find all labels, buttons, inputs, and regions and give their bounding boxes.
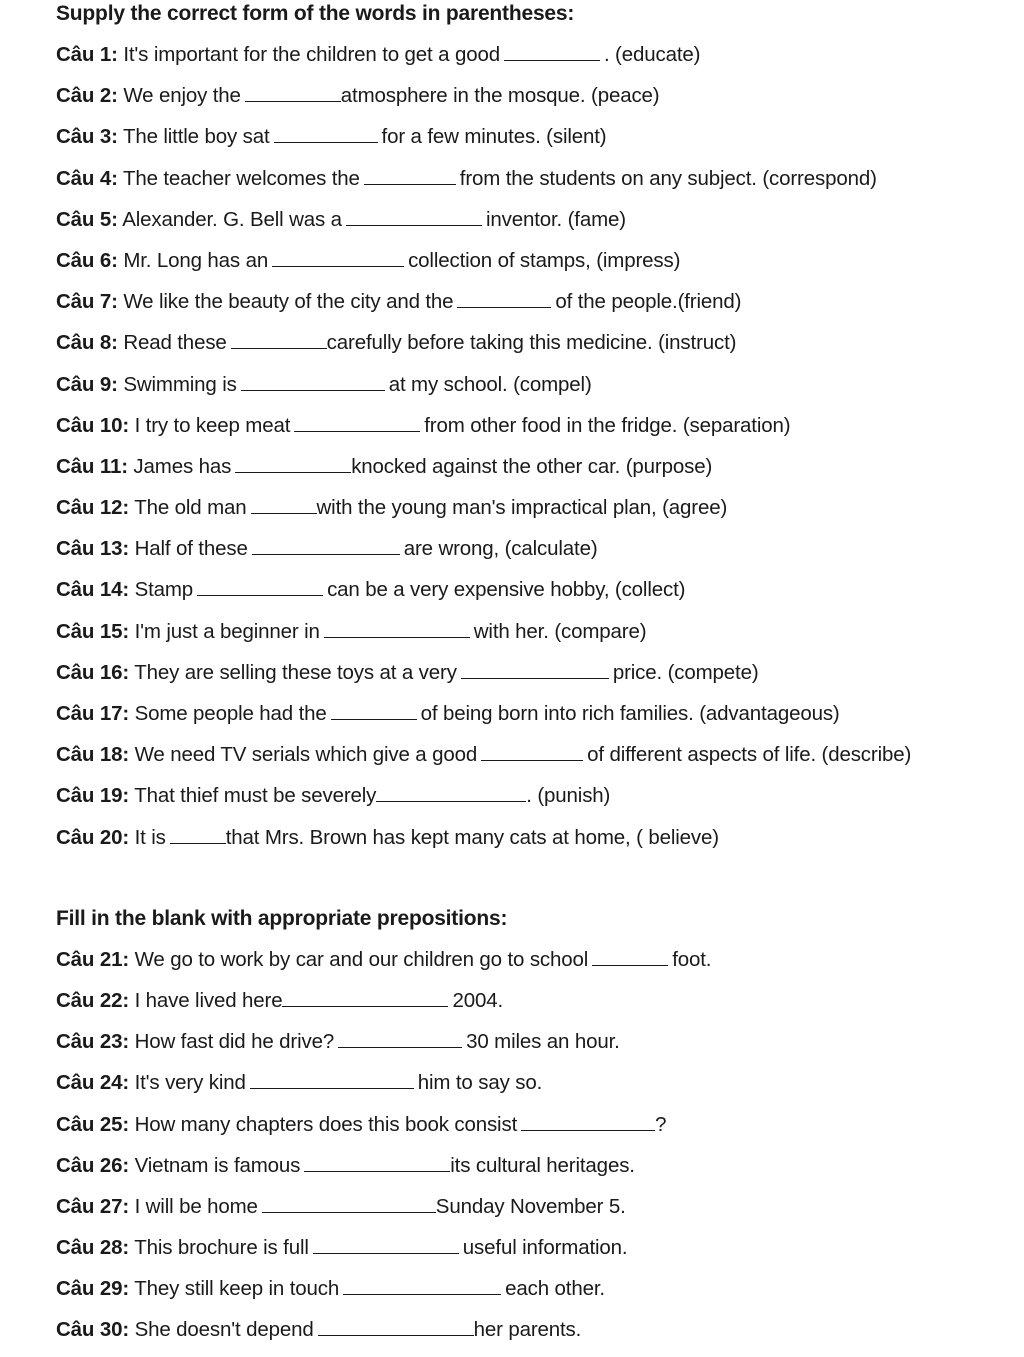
question-text-before: That thief must be severely	[134, 784, 377, 808]
question-label: Câu 23:	[56, 1030, 130, 1054]
question-19	[56, 781, 1016, 822]
question-label: Câu 11:	[56, 454, 128, 478]
question-5	[56, 205, 1016, 246]
question-label: Câu 2:	[56, 84, 118, 108]
question-text-before: Some people had the	[134, 702, 327, 725]
answer-blank[interactable]	[241, 370, 385, 391]
question-label: Câu 28:	[56, 1236, 130, 1260]
question-text-before: We enjoy the	[123, 84, 241, 108]
answer-blank[interactable]	[170, 823, 226, 844]
question-text-before: I will be home	[134, 1194, 258, 1218]
question-text-after: foot.	[672, 947, 712, 971]
question-text-after: are wrong, (calculate)	[403, 537, 598, 561]
question-text-before: We like the beauty of the city and the	[123, 290, 454, 314]
question-16	[56, 658, 1016, 699]
question-label: Câu 6:	[56, 248, 118, 272]
question-25	[56, 1110, 1016, 1151]
question-9	[56, 370, 1016, 411]
question-20	[56, 823, 1016, 864]
question-text-before: Half of these	[134, 537, 248, 561]
question-1	[56, 40, 1016, 81]
section-1-heading: Supply the correct form of the words in parentheses:	[56, 2, 575, 25]
answer-blank[interactable]	[504, 40, 600, 61]
question-26	[56, 1151, 1016, 1192]
question-text-after: 30 miles an hour.	[466, 1030, 620, 1054]
question-label: Câu 14:	[56, 578, 130, 602]
question-text-after: inventor. (fame)	[485, 207, 626, 231]
question-28	[56, 1233, 1016, 1274]
question-label: Câu 18:	[56, 743, 130, 767]
question-text-after: from other food in the fridge. (separation)	[424, 413, 791, 437]
question-label: Câu 8:	[56, 331, 118, 355]
question-text-before: Swimming is	[123, 372, 237, 396]
question-text-after: price. (compete)	[612, 660, 759, 684]
question-label: Câu 17:	[56, 702, 130, 725]
question-29	[56, 1274, 1016, 1315]
answer-blank[interactable]	[262, 1192, 436, 1213]
question-text-after: can be a very expensive hobby, (collect)	[327, 578, 686, 602]
question-label: Câu 12:	[56, 496, 130, 520]
question-text-after: Sunday November 5.	[435, 1194, 626, 1218]
question-text-after: that Mrs. Brown has kept many cats at home, ( believe)	[225, 825, 719, 849]
question-2	[56, 81, 1016, 122]
question-text-before: It is	[134, 825, 166, 849]
question-text-before: We need TV serials which give a good	[134, 743, 478, 767]
question-17	[56, 699, 1016, 740]
question-text-after: him to say so.	[417, 1071, 543, 1095]
question-text-before: It's important for the children to get a good	[123, 43, 500, 66]
question-label: Câu 25:	[56, 1112, 130, 1136]
question-text-before: James has	[133, 454, 232, 478]
question-label: Câu 30:	[56, 1318, 130, 1342]
answer-blank[interactable]	[231, 328, 327, 349]
question-11	[56, 452, 1016, 493]
answer-blank[interactable]	[343, 1274, 501, 1295]
answer-blank[interactable]	[376, 781, 526, 802]
question-text-after: collection of stamps, (impress)	[408, 248, 681, 272]
question-text-after: her parents.	[473, 1318, 582, 1342]
question-text-after: . (punish)	[526, 784, 611, 808]
question-text-before: Stamp	[134, 578, 194, 602]
question-label: Câu 7:	[56, 290, 118, 314]
question-label: Câu 29:	[56, 1277, 130, 1301]
question-text-after: of being born into rich families. (advantageous)	[420, 702, 840, 725]
question-text-before: Read these	[123, 331, 227, 355]
answer-blank[interactable]	[318, 1315, 474, 1336]
question-text-before: They are selling these toys at a very	[134, 660, 457, 684]
answer-blank[interactable]	[521, 1110, 655, 1131]
question-12	[56, 493, 1016, 534]
answer-blank[interactable]	[457, 287, 551, 308]
question-text-before: We go to work by car and our children go to school	[134, 947, 589, 971]
question-14	[56, 575, 1016, 616]
question-8	[56, 328, 1016, 369]
question-label: Câu 13:	[56, 537, 130, 561]
question-text-before: It's very kind	[134, 1071, 246, 1095]
answer-blank[interactable]	[197, 575, 323, 596]
question-label: Câu 22:	[56, 988, 130, 1012]
question-label: Câu 9:	[56, 372, 118, 396]
question-label: Câu 10:	[56, 413, 130, 437]
answer-blank[interactable]	[313, 1233, 459, 1254]
answer-blank[interactable]	[461, 658, 609, 679]
question-text-after: of different aspects of life. (describe)	[587, 743, 912, 767]
question-text-after: knocked against the other car. (purpose)	[351, 454, 713, 478]
answer-blank[interactable]	[592, 945, 668, 966]
question-text-before: I try to keep meat	[134, 413, 291, 437]
question-text-after: ?	[655, 1112, 667, 1136]
question-label: Câu 21:	[56, 947, 130, 971]
question-label: Câu 16:	[56, 660, 130, 684]
question-text-after: useful information.	[462, 1236, 628, 1260]
question-text-after: from the students on any subject. (correspond)	[459, 166, 877, 190]
question-24	[56, 1068, 1016, 1109]
question-text-after: each other.	[505, 1277, 605, 1301]
question-21	[56, 945, 1016, 986]
answer-blank[interactable]	[331, 699, 417, 720]
question-text-before: Mr. Long has an	[123, 248, 269, 272]
question-text-before: She doesn't depend	[134, 1318, 314, 1342]
question-22	[56, 986, 1016, 1027]
question-text-before: The old man	[134, 496, 247, 520]
question-label: Câu 4:	[56, 166, 118, 190]
answer-blank[interactable]	[364, 164, 456, 185]
question-text-after: . (educate)	[603, 43, 701, 66]
question-label: Câu 24:	[56, 1071, 130, 1095]
question-text-after: carefully before taking this medicine. (instruct)	[326, 331, 737, 355]
answer-blank[interactable]	[235, 452, 351, 473]
question-18	[56, 740, 1016, 781]
question-label: Câu 15:	[56, 619, 130, 643]
answer-blank[interactable]	[481, 740, 583, 761]
question-label: Câu 19:	[56, 784, 130, 808]
question-text-before: Vietnam is famous	[134, 1153, 301, 1177]
question-text-before: How many chapters does this book consist	[134, 1112, 518, 1136]
answer-blank[interactable]	[252, 534, 400, 555]
question-15	[56, 617, 1016, 658]
answer-blank[interactable]	[338, 1027, 462, 1048]
answer-blank[interactable]	[272, 246, 404, 267]
question-text-after: of the people.(friend)	[555, 290, 742, 314]
question-label: Câu 5:	[56, 207, 118, 231]
question-label: Câu 1:	[56, 43, 118, 66]
question-text-before: The teacher welcomes the	[122, 166, 360, 190]
question-text-before: They still keep in touch	[134, 1277, 340, 1301]
question-text-before: Alexander. G. Bell was a	[122, 207, 342, 231]
question-text-after: atmosphere in the mosque. (peace)	[340, 84, 660, 108]
question-3	[56, 122, 1016, 163]
question-text-after: for a few minutes. (silent)	[381, 125, 607, 149]
question-text-before: How fast did he drive?	[134, 1030, 335, 1054]
question-label: Câu 27:	[56, 1194, 130, 1218]
question-text-after: with her. (compare)	[473, 619, 647, 643]
question-text-before: I have lived here	[134, 988, 283, 1012]
question-23	[56, 1027, 1016, 1068]
question-text-after: with the young man's impractical plan, (agree)	[316, 496, 728, 520]
question-30	[56, 1315, 1016, 1356]
question-label: Câu 20:	[56, 825, 130, 849]
section-2-heading: Fill in the blank with appropriate prepositions:	[56, 906, 508, 930]
question-13	[56, 534, 1016, 575]
question-10	[56, 411, 1016, 452]
question-label: Câu 26:	[56, 1153, 130, 1177]
answer-blank[interactable]	[282, 986, 448, 1007]
question-text-before: This brochure is full	[134, 1236, 309, 1260]
question-text-after: at my school. (compel)	[388, 372, 592, 396]
answer-blank[interactable]	[294, 411, 420, 432]
question-4	[56, 164, 1016, 205]
question-7	[56, 287, 1016, 328]
question-text-before: I'm just a beginner in	[134, 619, 320, 643]
question-text-after: 2004.	[452, 988, 504, 1012]
answer-blank[interactable]	[274, 122, 378, 143]
question-6	[56, 246, 1016, 287]
question-27	[56, 1192, 1016, 1233]
question-text-after: its cultural heritages.	[450, 1153, 635, 1177]
question-text-before: The little boy sat	[122, 125, 270, 149]
answer-blank[interactable]	[245, 81, 341, 102]
answer-blank[interactable]	[250, 1068, 414, 1089]
answer-blank[interactable]	[304, 1151, 450, 1172]
answer-blank[interactable]	[324, 617, 470, 638]
answer-blank[interactable]	[251, 493, 317, 514]
worksheet	[56, 0, 1016, 1357]
answer-blank[interactable]	[346, 205, 482, 226]
question-label: Câu 3:	[56, 125, 118, 149]
